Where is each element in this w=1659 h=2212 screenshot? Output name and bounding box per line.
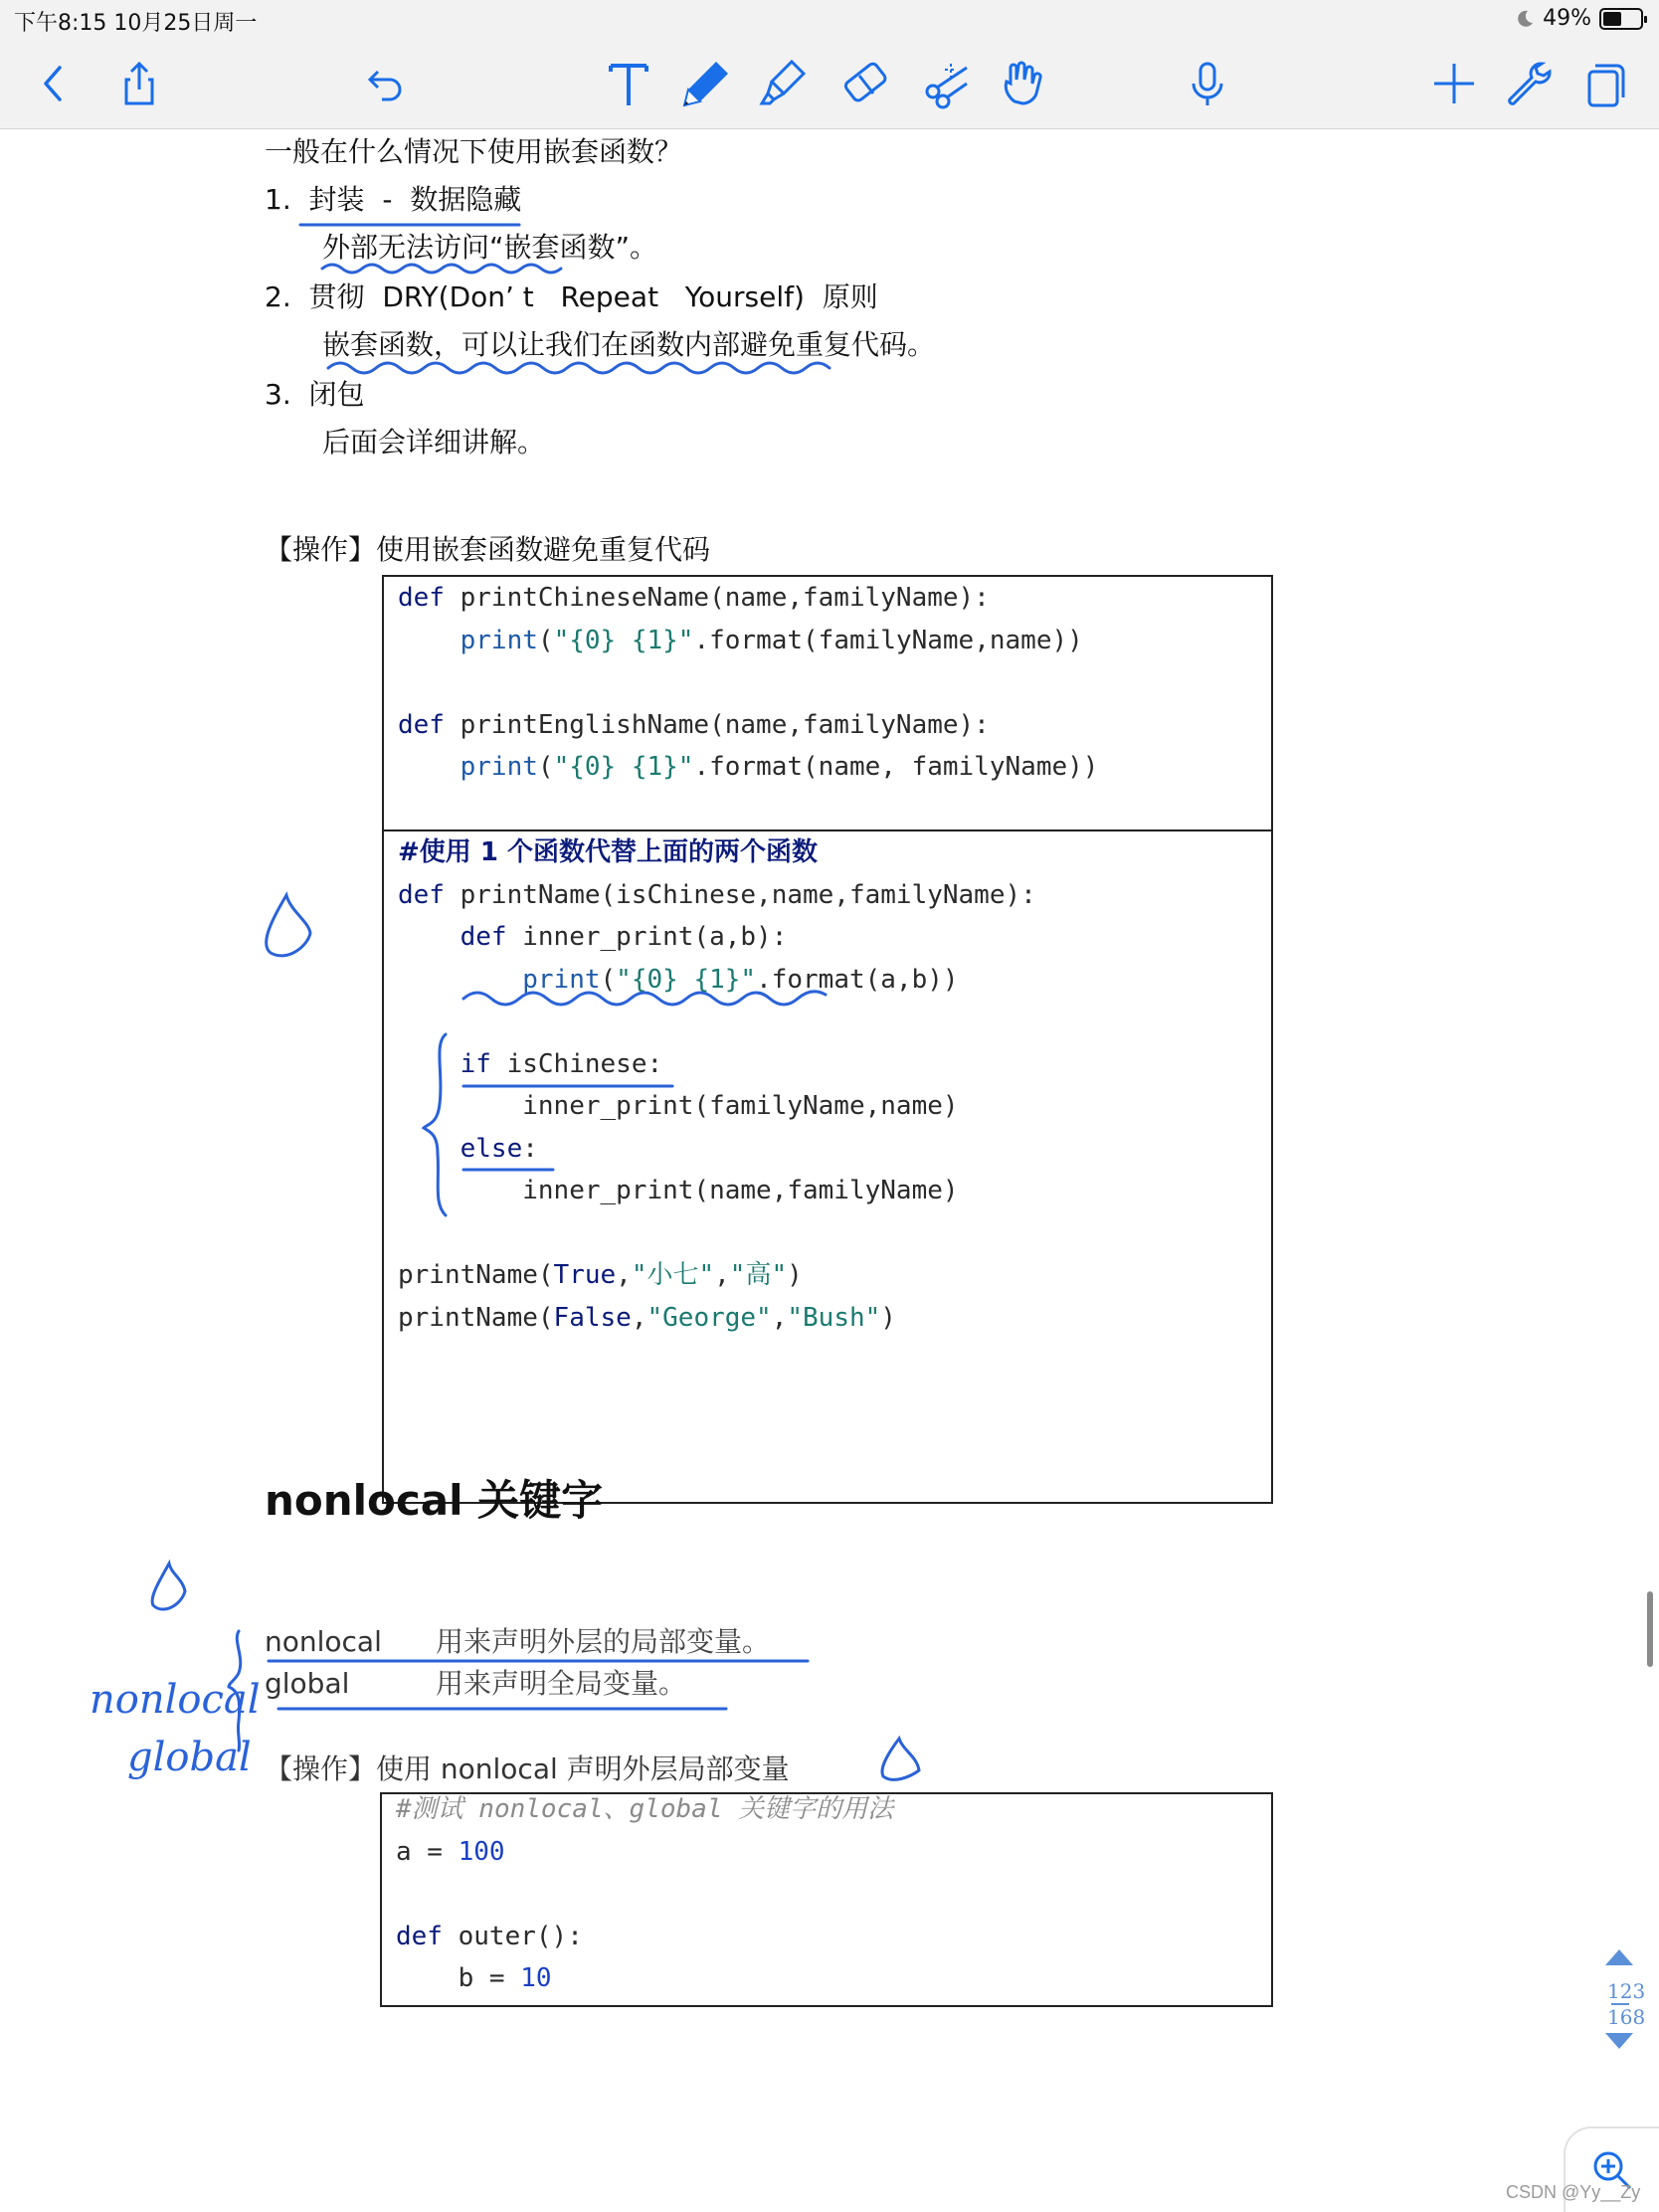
code-text: outer(): <box>442 1921 583 1951</box>
operation-title-2: 【操作】使用 nonlocal 声明外层局部变量 <box>265 1752 790 1785</box>
code-string: "George" <box>646 1302 772 1333</box>
battery-percent: 49% <box>1543 6 1591 31</box>
list-item-3-desc: 后面会详细讲解。 <box>322 426 546 459</box>
code-text: inner_print(familyName,name) <box>522 1091 959 1121</box>
status-bar <box>0 0 1659 40</box>
text-tool-icon[interactable] <box>601 56 656 111</box>
code-number: 100 <box>458 1836 505 1867</box>
list-item-1-title: 1. 封装 - 数据隐藏 <box>265 183 522 216</box>
undo-icon[interactable] <box>356 56 412 111</box>
add-page-icon[interactable] <box>1426 56 1482 111</box>
desc-nonlocal: 用来声明外层的局部变量。 <box>436 1625 771 1658</box>
code-keyword: else <box>460 1133 523 1164</box>
settings-wrench-icon[interactable] <box>1500 56 1556 111</box>
scrollbar-thumb[interactable] <box>1647 1591 1653 1667</box>
code-text: isChinese: <box>490 1048 663 1079</box>
code-keyword: False <box>553 1302 632 1333</box>
moon-icon <box>1515 9 1535 29</box>
highlighter-icon[interactable] <box>756 56 812 111</box>
code-keyword: def <box>398 709 445 740</box>
code-keyword: def <box>398 583 445 613</box>
code-keyword: def <box>398 879 445 910</box>
page-navigator <box>1601 1945 1659 2057</box>
pages-icon[interactable] <box>1577 56 1633 111</box>
code-keyword: def <box>396 1921 443 1951</box>
term-nonlocal: nonlocal <box>265 1625 382 1658</box>
code-text: ( <box>600 964 617 995</box>
back-icon[interactable] <box>26 56 82 111</box>
code-string: "Bush" <box>787 1302 881 1333</box>
list-item-1-desc: 外部无法访问“嵌套函数”。 <box>322 231 658 264</box>
code-string: "{0} {1}" <box>553 752 694 782</box>
code-text: printName( <box>398 1302 554 1333</box>
code-keyword: def <box>460 922 507 952</box>
code-string: "高" <box>729 1260 788 1290</box>
code-text: ) <box>787 1260 803 1290</box>
page-down-icon[interactable] <box>1601 2029 1637 2053</box>
status-time: 下午8:15 10月25日周一 <box>14 11 258 36</box>
code-text: , <box>631 1302 647 1333</box>
code-text: inner_print(a,b): <box>506 922 788 952</box>
code-keyword: True <box>553 1260 617 1290</box>
code-lines-1 <box>398 577 1098 789</box>
code-block-3 <box>380 1792 1273 2007</box>
code-text: printName(isChinese,name,familyName): <box>444 879 1036 910</box>
wavy-underline-item2 <box>328 363 830 373</box>
term-global: global <box>265 1667 350 1700</box>
list-item-2-desc: 嵌套函数，可以让我们在函数内部避免重复代码。 <box>322 328 936 361</box>
toolbar <box>0 40 1659 129</box>
list-item-2-title: 2. 贯彻 DRY(Don’ t Repeat Yourself) 原则 <box>265 280 878 313</box>
watermark: CSDN @Yy__Zy <box>1506 2182 1641 2202</box>
hand-icon[interactable] <box>995 56 1050 111</box>
code-text: ( <box>537 625 554 655</box>
code-comment: #测试 nonlocal、global 关键字的用法 <box>396 1794 894 1824</box>
code-comment: #使用 1 个函数代替上面的两个函数 <box>398 837 818 867</box>
eraser-icon[interactable] <box>837 56 893 111</box>
total-pages: 168 <box>1607 2005 1646 2029</box>
microphone-icon[interactable] <box>1180 56 1235 111</box>
drop-mark-3 <box>882 1739 919 1779</box>
code-text: printEnglishName(name,familyName): <box>444 709 990 740</box>
code-string: "{0} {1}" <box>616 964 757 995</box>
brace-nonlocal-global <box>229 1631 241 1751</box>
status-right <box>1515 6 1643 31</box>
code-builtin: print <box>460 752 538 782</box>
share-icon[interactable] <box>111 56 167 111</box>
lasso-icon[interactable] <box>919 56 975 111</box>
document-page[interactable] <box>0 129 1659 2212</box>
question-heading: 一般在什么情况下使用嵌套函数？ <box>265 135 683 168</box>
section-heading-nonlocal: nonlocal 关键字 <box>265 1476 604 1525</box>
code-text: b = <box>458 1963 521 1993</box>
drop-mark-2 <box>152 1564 185 1609</box>
handwritten-nonlocal: nonlocal <box>90 1677 261 1723</box>
wavy-underline-item1 <box>322 265 561 273</box>
code-text: inner_print(name,familyName) <box>522 1176 959 1205</box>
code-text: .format(name, familyName)) <box>693 752 1099 782</box>
operation-title-1: 【操作】使用嵌套函数避免重复代码 <box>265 533 711 566</box>
code-text: .format(familyName,name)) <box>693 625 1083 655</box>
code-text: : <box>522 1133 538 1164</box>
pen-icon[interactable] <box>678 56 734 111</box>
code-lines-2 <box>398 831 1036 1339</box>
code-text: a = <box>396 1836 459 1867</box>
drop-mark-1 <box>267 895 310 956</box>
current-page: 123 <box>1607 1979 1646 2003</box>
code-text: , <box>714 1260 730 1290</box>
page-up-icon[interactable] <box>1601 1945 1637 1969</box>
code-string: "{0} {1}" <box>553 625 694 655</box>
code-text: , <box>616 1260 632 1290</box>
code-number: 10 <box>520 1963 552 1993</box>
code-text: printName( <box>398 1260 554 1290</box>
code-builtin: print <box>522 964 601 995</box>
code-text: printChineseName(name,familyName): <box>444 583 990 613</box>
code-text: , <box>771 1302 788 1333</box>
battery-icon <box>1599 8 1643 30</box>
code-text: .format(a,b)) <box>756 964 959 995</box>
list-item-3-title: 3. 闭包 <box>265 378 365 411</box>
handwritten-global: global <box>127 1735 252 1780</box>
code-keyword: if <box>460 1048 491 1079</box>
desc-global: 用来声明全局变量。 <box>436 1667 687 1700</box>
code-text: ) <box>880 1302 896 1333</box>
code-lines-3 <box>396 1788 893 2000</box>
code-builtin: print <box>460 625 538 655</box>
code-block-1 <box>382 575 1273 831</box>
code-text: ( <box>537 752 554 782</box>
code-block-2 <box>382 830 1273 1504</box>
code-string: "小七" <box>631 1260 715 1290</box>
